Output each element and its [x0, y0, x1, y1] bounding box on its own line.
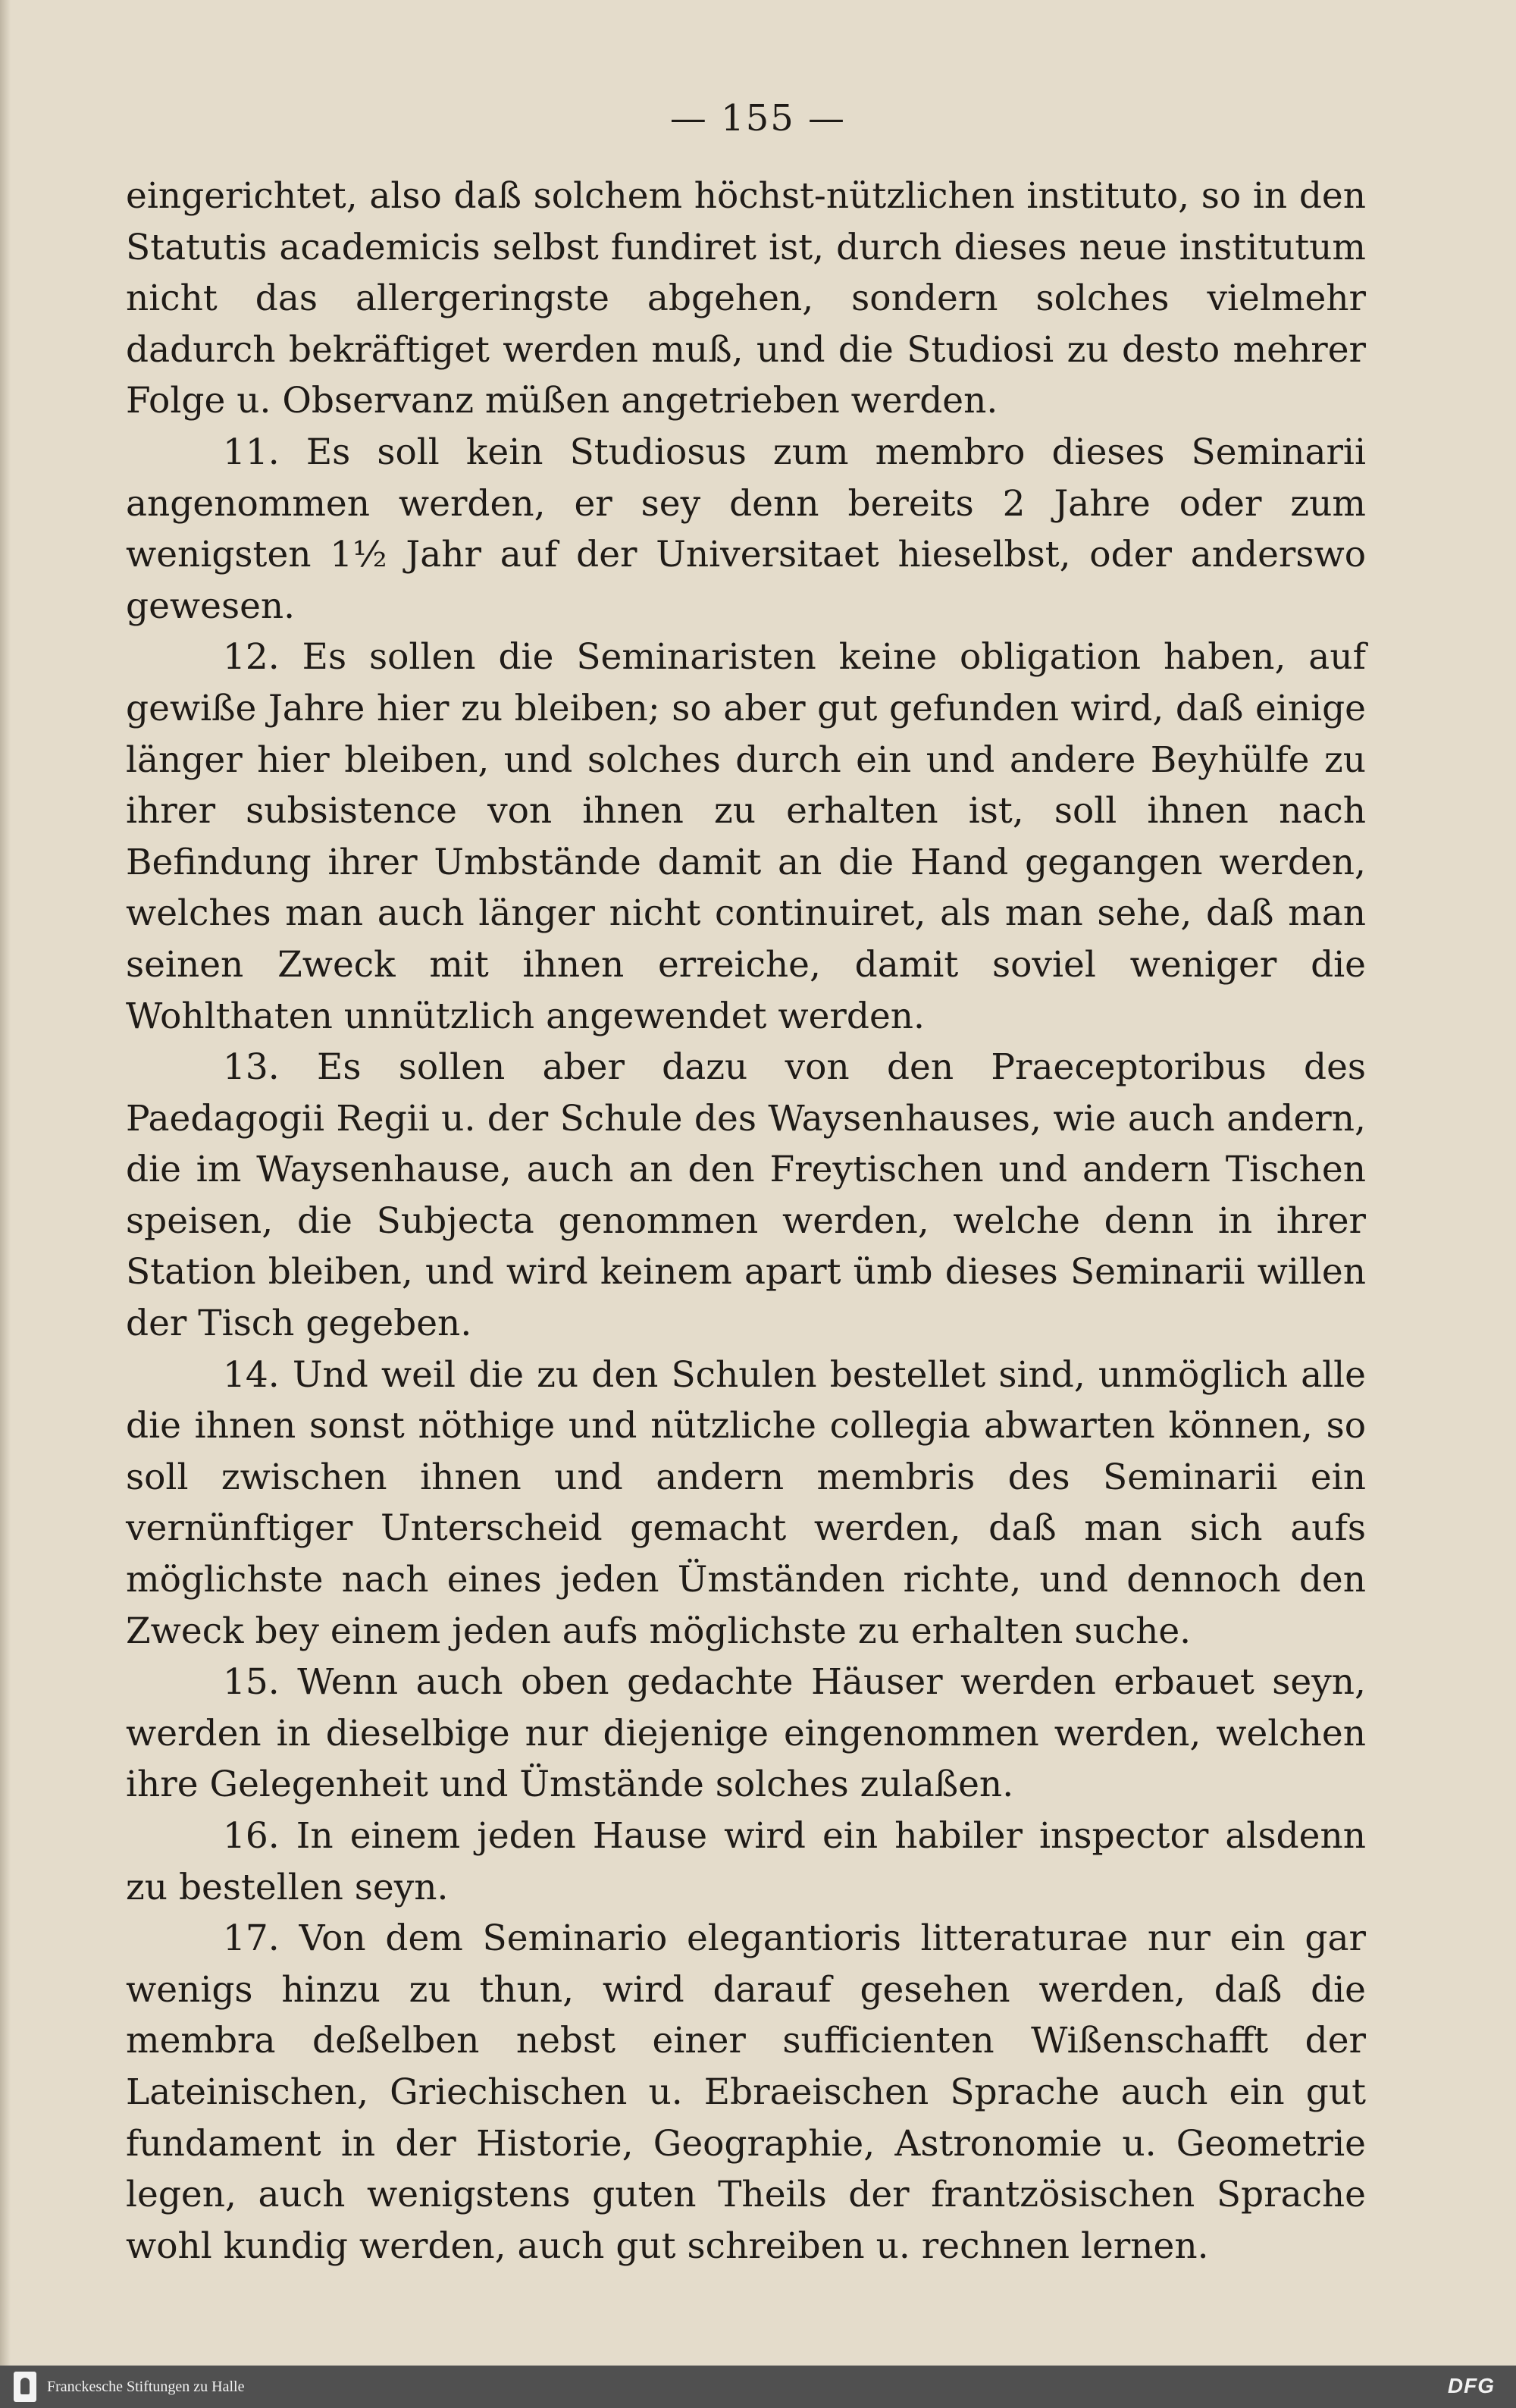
paragraph-13: 13. Es sollen aber dazu von den Praeceptoribus des Paedagogii Regii u. der Schule des Waysenhauses, wie auch andern, die im Waysenhause, auch an den Freytischen und andern Tischen speisen, die Subjecta genommen werden, welche denn in ihrer Station bleiben, und wird keinem apart ümb dieses Seminarii willen der Tisch gegeben. [126, 1046, 1366, 1345]
paragraph-15: 15. Wenn auch oben gedachte Häuser werden erbauet seyn, werden in dieselbige nur diejenige eingenommen werden, welchen ihre Gelegenheit und Ümstände solches zulaßen. [126, 1661, 1366, 1806]
paragraph-16: 16. In einem jeden Hause wird ein habiler inspector alsdenn zu bestellen seyn. [126, 1815, 1366, 1908]
page-number: — 155 — [669, 97, 847, 140]
scan-edge-shadow [0, 0, 11, 2366]
institution-logo-icon [14, 2372, 36, 2402]
dfg-logo: DFG [1447, 2374, 1495, 2397]
paragraph-12: 12. Es sollen die Seminaristen keine obligation haben, auf gewiße Jahre hier zu bleiben; so aber gut gefunden wird, daß einige länger hier bleiben, und solches durch ein und andere Beyhülfe zu ihrer subsistence von ihnen zu erhalten ist, soll ihnen nach Befindung ihrer Umbstände damit an die Hand gegangen werden, welches man auch länger nicht continuiret, als man sehe, daß man seinen Zweck mit ihnen erreiche, damit soviel weniger die Wohlthaten unnützlich angewendet werden. [126, 636, 1366, 1037]
paragraph-17: 17. Von dem Seminario elegantioris litteraturae nur ein gar wenigs hinzu zu thun, wird darauf gesehen werden, daß die membra deßelben nebst einer sufficienten Wißenschafft der Lateinischen, Griechischen u. Ebraeischen Sprache auch ein gut fundament in der Historie, Geographie, Astronomie u. Geometrie legen, auch wenigstens guten Theils der frantzösischen Sprache wohl kundig werden, auch gut schreiben u. rechnen lernen. [126, 1917, 1366, 2267]
paragraph-11: 11. Es soll kein Studiosus zum membro dieses Seminarii angenommen werden, er sey denn bereits 2 Jahre oder zum wenigsten 1½ Jahr auf der Universitaet hieselbst, oder anderswo gewesen. [126, 431, 1366, 627]
paragraph-continuation: eingerichtet, also daß solchem höchst-nützlichen instituto, so in den Statutis academicis selbst fundiret ist, durch dieses neue institutum nicht das allergeringste abgehen, sondern solches vielmehr dadurch bekräftiget werden muß, und die Studiosi zu desto mehrer Folge u. Observanz müßen angetrieben werden. [126, 175, 1366, 422]
institution-name: Franckesche Stiftungen zu Halle [47, 2378, 245, 2395]
paragraph-14: 14. Und weil die zu den Schulen bestellet sind, unmöglich alle die ihnen sonst nöthige und nützliche collegia abwarten können, so soll zwischen ihnen und andern membris des Seminarii ein vernünftiger Unterscheid gemacht werden, daß man sich aufs möglichste nach eines jeden Ümständen richte, und dennoch den Zweck bey einem jeden aufs möglichste zu erhalten suche. [126, 1353, 1366, 1652]
body-text [126, 171, 1366, 2272]
footer-bar [0, 2366, 1516, 2408]
